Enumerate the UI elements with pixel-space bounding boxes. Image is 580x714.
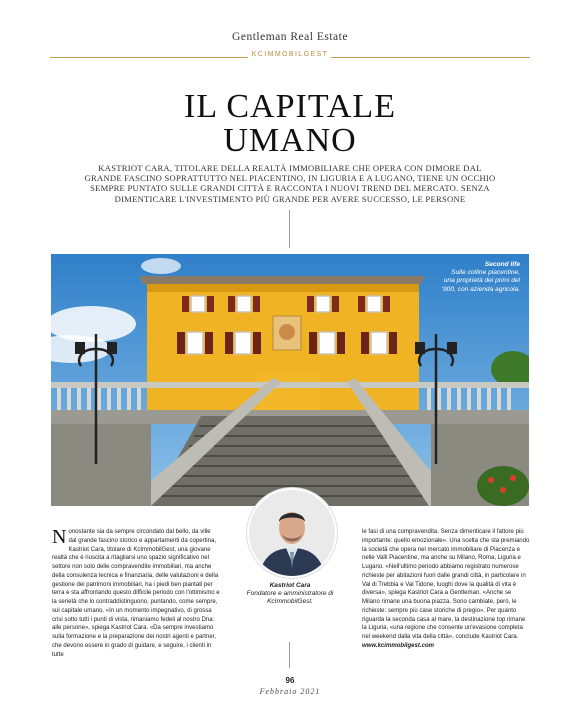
page-number: 96 [285,676,295,685]
portrait-name: Kastriot Cara [269,582,311,589]
divider-vertical-top [289,210,290,248]
website-link[interactable]: www.kcimmobilgest.com [362,642,435,649]
portrait-role: Fondatore e amministratore di KcImmobilGest. [246,590,334,606]
section-subtitle: KCIMMOBILGEST [251,51,329,58]
photo-caption-title: Second life [484,261,520,268]
article-column-right [362,528,530,651]
issue-date: Febbraio 2021 [259,687,321,696]
article-column-left [52,528,220,659]
photo-caption [440,261,520,294]
article-deck: KASTRIOT CARA, TITOLARE DELLA REALTÀ IMMOBILIARE CHE OPERA CON DIMORE DAL GRANDE FASCINO SOPRATTUTTO NEL PIACENTINO, IN LIGURIA E A LUGANO, TIENE UN OCCHIO SEMPRE PUNTATO SULLE GRANDI CITTÀ E RACCONTA I NUOVI TREND DEL MERCATO. SENZA DIMENTICARE L'INVESTIMENTO PIÙ GRANDE PER AVERE SUCCESSO, LE PERSONE [84,163,496,204]
portrait-caption [232,582,348,607]
column-left-text: onostante sia da sempre circondato dal bello, da ville dal grande fascino storico e appartamenti da copertina, Kastriot Cara, titolare di KcImmobilGest, una giovane realtà che è riuscita a ritagliarsi uno spazio significativo nel settore non solo delle compravendite immobiliari, ma anche della consulenza tecnica e finanziaria, delle valutazioni e della gestione dei patrimoni immobiliari, ha i piedi ben piantati per terra e sta affrontando questo difficile periodo con l'ottimismo e la serietà che lo contraddistinguono, puntando, come sempre, sul capitale umano. «In un momento impegnativo, di grossa crisi sotto tutti i punti di vista, rimaniamo fedeli al nostro Dna: alle persone», spiega Kastriot Cara. «Da sempre investiamo sulla formazione e la preparazione dei nostri agenti e partner, che devono essere in grado di guidare, e seguire, i clienti in tutte [52,529,220,658]
article-headline [0,90,580,158]
photo-caption-text: Sulle colline piacentine, una proprietà dei primi del '900, con azienda agricola. [441,269,520,293]
column-right-text: le fasi di una compravendita. Senza dimenticare il fattore più importante: quello emozionale». Una scelta che sta premiando la società che opera nel mercato immobiliare di Piacenza e nelle Valli Piacentine, ma anche su Milano, Roma, Liguria e Lugano. «Nell'ultimo periodo abbiamo registrato numerose richieste per abitazioni fuori dalle grandi città, in particolare in Val di Trebbia e Val Tidone, luoghi dove la qualità di vita è diversa», spiega Kastriot Cara a Gentleman. «Anche se Milano rimane una buona piazza. Sono cambiate, però, le richieste: sempre più case storiche di pregio». Per quanto riguarda la seconda casa al mare, la destinazione top rimane la Liguria, «una regione che consente un'evasione completa nel weekend dalla vita della città», conclude Kastriot Cara. [362,529,530,640]
headline-line-2: UMANO [223,122,357,159]
drop-cap: N [52,526,67,548]
portrait-illustration [249,490,335,576]
headline-line-1: IL CAPITALE [184,88,396,125]
section-title: Gentleman Real Estate [232,31,348,43]
divider-vertical-bottom [289,642,290,668]
portrait-photo [247,488,337,578]
